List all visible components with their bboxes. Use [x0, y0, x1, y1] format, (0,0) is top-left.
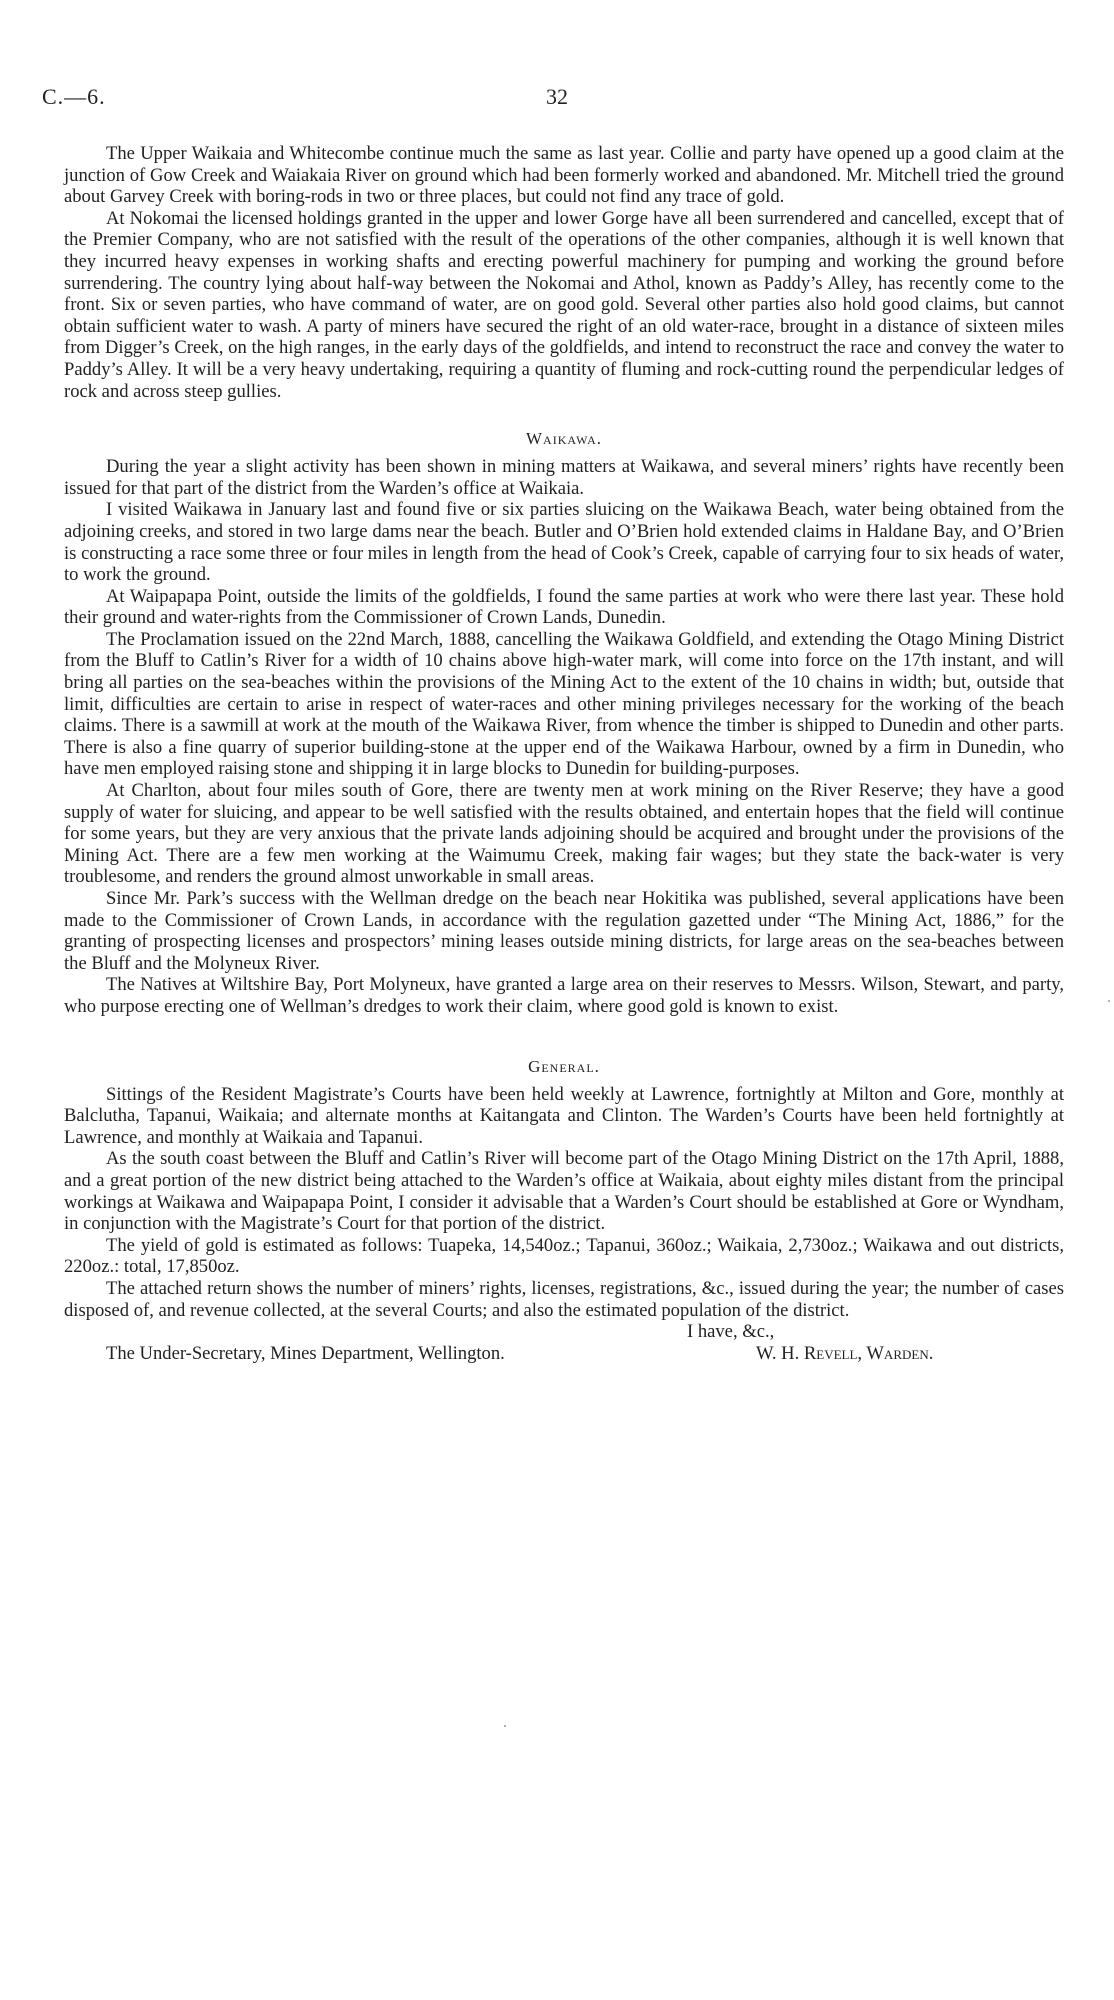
paragraph: The Natives at Wiltshire Bay, Port Molyneux, have granted a large area on their reserves to Messrs. Wilson, Stewart, and party, who purpose erecting one of Wellman’s dredges to work their claim, where good gold is known to exist. [64, 974, 1064, 1017]
paragraph: As the south coast between the Bluff and Catlin’s River will become part of the Otago Mining District on the 17th April, 1888, and a great portion of the new district being attached to the Warden’s office at Waikaia, about eighty miles distant from the principal workings at Waikawa and Waipapapa Point, I consider it advisable that a Warden’s Court should be established at Gore or Wyndham, in conjunction with the Magistrate’s Court for that portion of the district. [64, 1148, 1064, 1235]
signature-line [64, 1343, 1064, 1365]
signature: W. H. Revell, Warden. [756, 1343, 934, 1365]
scan-speck [1108, 1000, 1110, 1002]
paragraph: I visited Waikawa in January last and found five or six parties sluicing on the Waikawa Beach, water being obtained from the adjoining creeks, and stored in two large dams near the beach. Butler and O’Brien hold extended claims in Haldane Bay, and O’Brien is constructing a race some three or four miles in length from the head of Cook’s Creek, capable of carrying four to six heads of water, to work the ground. [64, 499, 1064, 586]
paragraph: During the year a slight activity has been shown in mining matters at Waikawa, and several miners’ rights have recently been issued for that part of the district from the Warden’s office at Waikaia. [64, 456, 1064, 499]
paragraph: Since Mr. Park’s success with the Wellman dredge on the beach near Hokitika was published, several applications have been made to the Commissioner of Crown Lands, in accordance with the regulation gazetted under “The Mining Act, 1886,” for the granting of prospecting licenses and prospectors’ mining leases outside mining districts, for large areas on the sea-beaches between the Bluff and the Molyneux River. [64, 888, 1064, 974]
section-upper-waikaia [64, 143, 1064, 402]
paragraph: The attached return shows the number of miners’ rights, licenses, registrations, &c., issued during the year; the number of cases disposed of, and revenue collected, at the several Courts; and also the estimated population of the district. [64, 1277, 1064, 1321]
report-code: C.—6. [42, 84, 106, 109]
page-body [64, 143, 1064, 1365]
section-heading: General. [528, 1056, 600, 1076]
paragraph: At Nokomai the licensed holdings granted in the upper and lower Gorge have all been surrendered and cancelled, except that of the Premier Company, who are not satisfied with the result of the operations of the other companies, although it is well known that they incurred heavy expenses in working shafts and erecting powerful machinery for pumping and working the ground before surrendering. The country lying about half-way between the Nokomai and Athol, known as Paddy’s Alley, has recently come to the front. Six or seven parties, who have command of water, are on good gold. Several other parties also hold good claims, but cannot obtain sufficient water to wash. A party of miners have secured the right of an old water-race, brought in a distance of sixteen miles from Digger’s Creek, on the high ranges, in the early days of the goldfields, and intend to reconstruct the race and convey the water to Paddy’s Alley. It will be a very heavy undertaking, requiring a quantity of fluming and rock-cutting round the perpendicular ledges of rock and across steep gullies. [64, 207, 1064, 402]
section-general [64, 1056, 1064, 1366]
section-heading: Waikawa. [526, 429, 602, 449]
scan-speck [504, 1725, 506, 1727]
paragraph: At Charlton, about four miles south of Gore, there are twenty men at work mining on the River Reserve; they have a good supply of water for sluicing, and appear to be well satisfied with the results obtained, and entertain hopes that the field will continue for some years, but they are very anxious that the private lands adjoining should be acquired and brought under the provisions of the Mining Act. There are a few men working at the Waimumu Creek, making fair wages; but they state the back-water is very troublesome, and renders the ground almost unworkable in small areas. [64, 780, 1064, 888]
closing-line [64, 1321, 1064, 1343]
page-number: 32 [546, 84, 568, 109]
section-waikawa [64, 428, 1064, 1017]
paragraph: The Upper Waikaia and Whitecombe continue much the same as last year. Collie and party have opened up a good claim at the junction of Gow Creek and Waiakaia River on ground which had been formerly worked and abandoned. Mr. Mitchell tried the ground about Garvey Creek with boring-rods in two or three places, but could not find any trace of gold. [64, 143, 1064, 208]
paragraph: The Proclamation issued on the 22nd March, 1888, cancelling the Waikawa Goldfield, and extending the Otago Mining District from the Bluff to Catlin’s River for a width of 10 chains above high-water mark, will come into force on the 17th instant, and will bring all parties on the sea-beaches within the provisions of the Mining Act to the extent of the 10 chains in width; but, outside that limit, difficulties are certain to arise in respect of water-races and other mining privileges necessary for the working of the beach claims. There is a sawmill at work at the mouth of the Waikawa River, from whence the timber is shipped to Dunedin and other parts. There is also a fine quarry of superior building-stone at the upper end of the Waikawa Harbour, owned by a firm in Dunedin, who have men employed raising stone and shipping it in large blocks to Dunedin for building-purposes. [64, 628, 1064, 780]
paragraph: Sittings of the Resident Magistrate’s Courts have been held weekly at Lawrence, fortnightly at Milton and Gore, monthly at Balclutha, Tapanui, Waikaia; and alternate months at Kaitangata and Clinton. The Warden’s Courts have been held fortnightly at Lawrence, and monthly at Waikaia and Tapanui. [64, 1083, 1064, 1148]
paragraph: At Waipapapa Point, outside the limits of the goldfields, I found the same parties at work who were there last year. These hold their ground and water-rights from the Commissioner of Crown Lands, Dunedin. [64, 585, 1064, 629]
paragraph: The yield of gold is estimated as follows: Tuapeka, 14,540oz.; Tapanui, 360oz.; Waikaia, 2,730oz.; Waikawa and out districts, 220oz.: total, 17,850oz. [64, 1234, 1064, 1278]
closing-salutation: I have, &c., [687, 1321, 775, 1343]
page-header [0, 84, 1114, 114]
addressee: The Under-Secretary, Mines Department, Wellington. [106, 1343, 505, 1365]
